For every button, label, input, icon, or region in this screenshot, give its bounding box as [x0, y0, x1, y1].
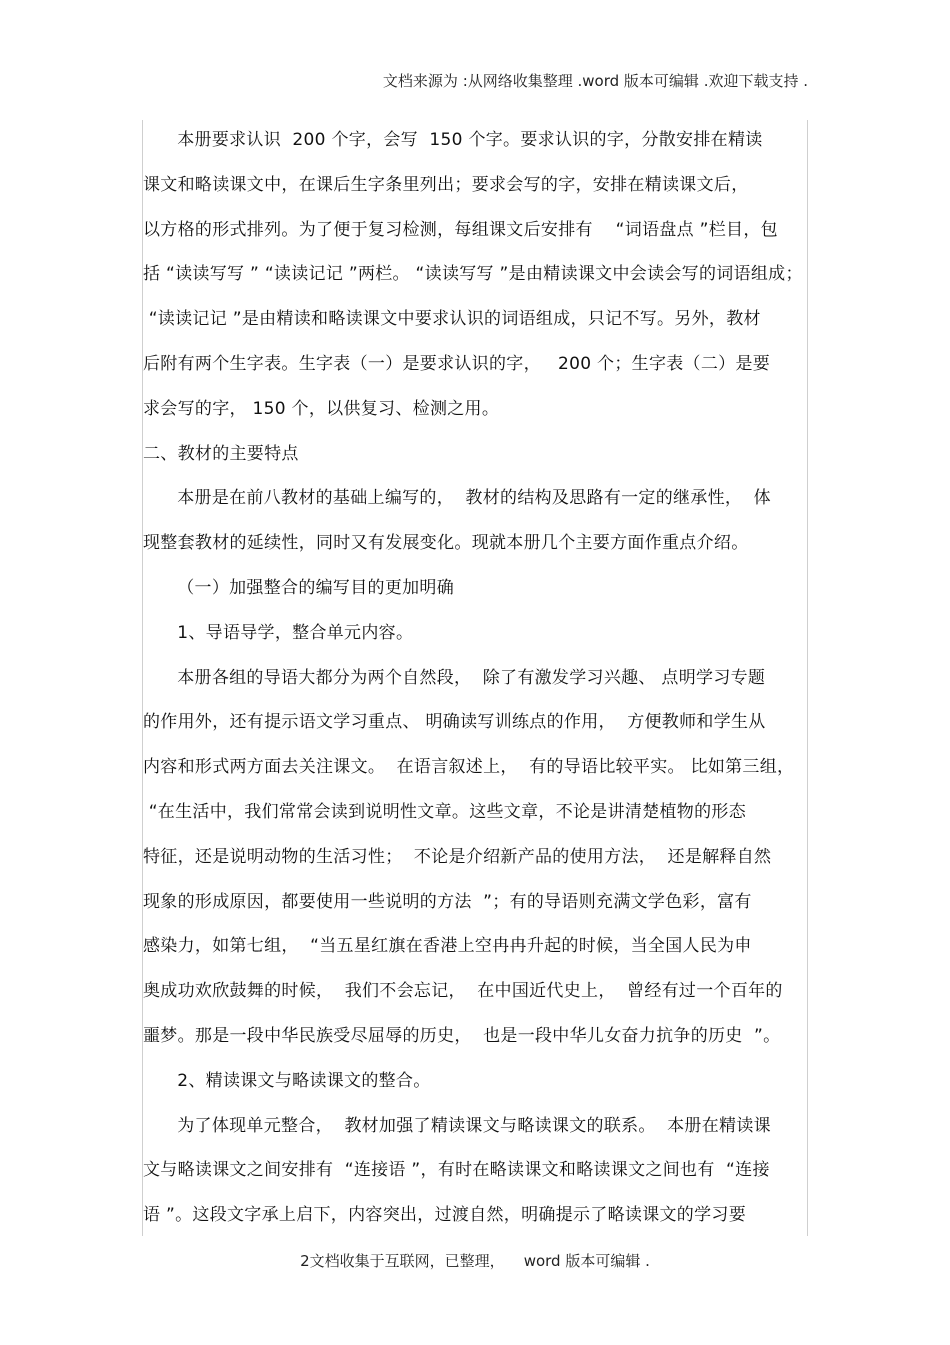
page-header: 文档来源为 :从网络收集整理 .word 版本可编辑 .欢迎下载支持 . [382, 72, 808, 90]
text-line: 奥成功欢欣鼓舞的时候， 我们不会忘记， 在中国近代史上， 曾经有过一个百年的 [143, 981, 783, 1002]
document-body [143, 118, 807, 1238]
text-line: “在生活中，我们常常会读到说明性文章。这些文章，不论是讲清楚植物的形态 [143, 801, 747, 822]
section-heading: 二、教材的主要特点 [143, 443, 299, 464]
text-line: 本册要求认识 200 个字，会写 150 个字。要求认识的字，分散安排在精读 [143, 130, 763, 150]
text-line: 课文和略读课文中，在课后生字条里列出；要求会写的字，安排在精读课文后， [143, 174, 749, 195]
page-footer: 2文档收集于互联网，已整理， word 版本可编辑 . [300, 1252, 650, 1270]
text-line: 求会写的字， 150 个，以供复习、检测之用。 [143, 398, 500, 419]
subsection-heading: （一）加强整合的编写目的更加明确 [143, 577, 455, 598]
text-line: 为了体现单元整合， 教材加强了精读课文与略读课文的联系。 本册在精读课 [143, 1115, 771, 1136]
text-line: 后附有两个生字表。生字表（一）是要求认识的字， 200 个；生字表（二）是要 [143, 353, 771, 374]
text-line: 以方格的形式排列。为了便于复习检测，每组课文后安排有 “词语盘点 ”栏目，包 [143, 219, 778, 240]
text-line: 现象的形成原因，都要使用一些说明的方法 ”；有的导语则充满文学色彩，富有 [143, 891, 752, 912]
text-line: 本册是在前八教材的基础上编写的， 教材的结构及思路有一定的继承性， 体 [143, 488, 771, 509]
text-line: 现整套教材的延续性，同时又有发展变化。现就本册几个主要方面作重点介绍。 [143, 533, 749, 554]
text-line: 1、导语导学，整合单元内容。 [143, 622, 414, 643]
text-line: 感染力，如第七组， “当五星红旗在香港上空冉冉升起的时候，当全国人民为申 [143, 936, 752, 957]
text-line: 文与略读课文之间安排有 “连接语 ”，有时在略读课文和略读课文之间也有 “连接 [143, 1160, 770, 1181]
text-line: “读读记记 ”是由精读和略读课文中要求认识的词语组成，只记不写。另外，教材 [143, 309, 761, 330]
text-line: 语 ”。这段文字承上启下，内容突出，过渡自然，明确提示了略读课文的学习要 [143, 1205, 747, 1226]
text-line: 括 “读读写写 ” “读读记记 ”两栏。 “读读写写 ”是由精读课文中会读会写的词语组成； [143, 264, 803, 285]
text-line: 噩梦。那是一段中华民族受尽屈辱的历史， 也是一段中华儿女奋力抗争的历史 ”。 [143, 1025, 781, 1046]
text-line: 的作用外，还有提示语文学习重点、 明确读写训练点的作用， 方便教师和学生从 [143, 712, 766, 733]
text-line: 特征，还是说明动物的生活习性； 不论是介绍新产品的使用方法， 还是解释自然 [143, 846, 772, 867]
text-line: 本册各组的导语大都分为两个自然段， 除了有激发学习兴趣、 点明学习专题 [143, 667, 766, 688]
text-line: 内容和形式两方面去关注课文。 在语言叙述上， 有的导语比较平实。 比如第三组， [143, 757, 795, 778]
text-line: 2、精读课文与略读课文的整合。 [143, 1070, 431, 1091]
